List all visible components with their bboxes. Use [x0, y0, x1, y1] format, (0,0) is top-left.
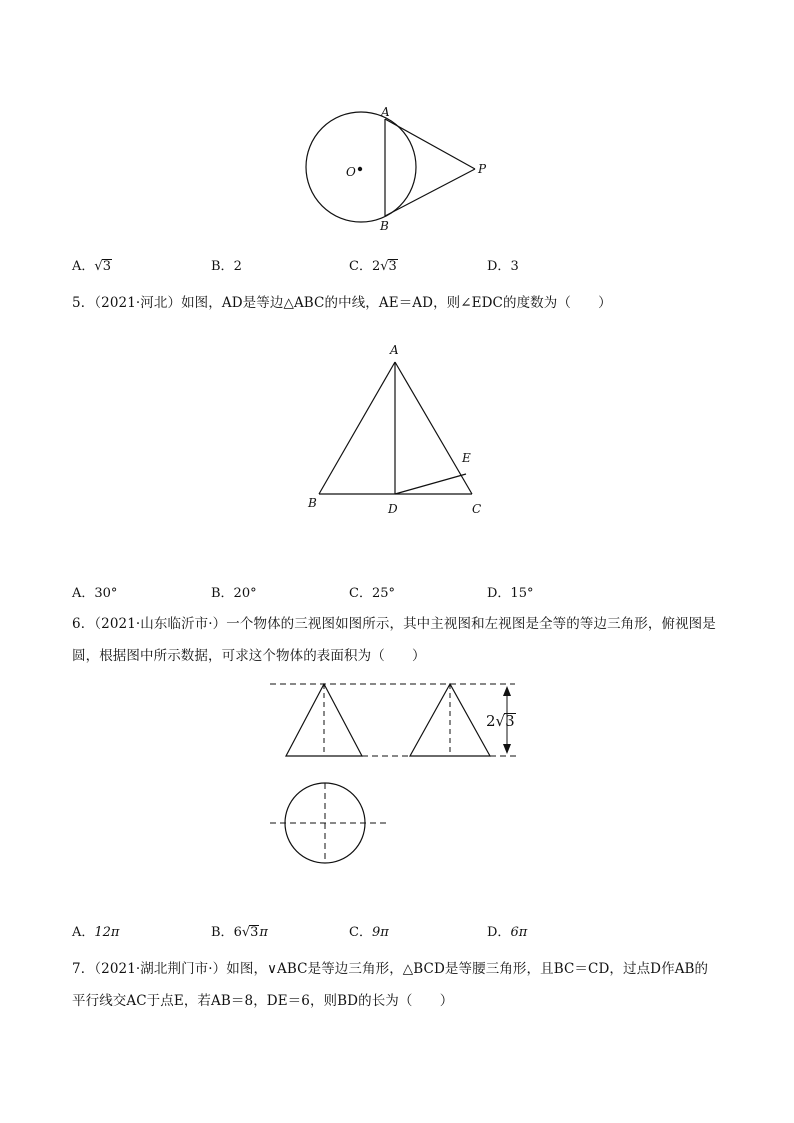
q5-option-b: B．20° — [211, 586, 257, 601]
q7-stem-line1: 7．（2021·湖北荆门市·）如图，∨ABC是等边三角形，△BCD是等腰三角形，且BC＝CD，过点D作AB的 — [72, 961, 709, 977]
label-a: A — [381, 105, 390, 119]
q4-option-a — [72, 255, 112, 274]
q6-option-b — [211, 921, 268, 940]
label-a2: A — [390, 343, 399, 357]
dimension-radicand: 3 — [505, 712, 515, 730]
side-ac — [395, 362, 472, 494]
tangent-pb — [385, 169, 475, 216]
option-value: 9π — [371, 925, 389, 940]
option-label: C． — [349, 259, 372, 274]
q6-stem-line1: 6．（2021·山东临沂市·）一个物体的三视图如图所示，其中主视图和左视图是全等的等边三角形，俯视图是 — [72, 616, 716, 632]
option-value: 3 — [510, 259, 519, 274]
option-label: C． — [349, 925, 372, 940]
q6-stem-line2: 圆，根据图中所示数据，可求这个物体的表面积为（ ） — [72, 648, 426, 664]
option-suffix: π — [259, 925, 268, 940]
sqrt-sign: √ — [495, 712, 506, 730]
q6-option-c — [349, 921, 389, 940]
option-value: 2 — [233, 259, 242, 274]
q6-option-d — [487, 921, 527, 940]
label-o: O — [346, 165, 356, 179]
segment-de — [395, 474, 466, 494]
option-label: D． — [487, 925, 511, 940]
q4-option-d — [487, 255, 519, 274]
dimension-coef: 2 — [486, 712, 496, 730]
q5-option-d: D．15° — [487, 586, 534, 601]
option-label: D． — [487, 259, 511, 274]
option-label: A． — [72, 259, 95, 274]
option-radicand: 3 — [102, 259, 111, 274]
sqrt-sign: √ — [241, 925, 251, 940]
q6-option-a — [72, 921, 119, 940]
circle-o — [306, 112, 416, 222]
label-c2: C — [472, 502, 482, 516]
option-label: B． — [211, 259, 234, 274]
sqrt-sign: √ — [380, 259, 389, 274]
arrow-up — [503, 686, 511, 696]
option-radicand: 3 — [388, 259, 397, 274]
option-value: 12π — [94, 925, 120, 940]
option-coef: 2 — [371, 259, 381, 274]
option-value: 6π — [510, 925, 528, 940]
q4-option-b — [211, 255, 242, 274]
option-label: A． — [72, 925, 95, 940]
option-label: B． — [211, 925, 234, 940]
option-radicand: 3 — [250, 925, 259, 940]
q4-option-c — [349, 255, 398, 274]
q5-stem: 5．（2021·河北）如图，AD是等边△ABC的中线，AE＝AD，则∠EDC的度数为（ ） — [72, 295, 612, 311]
label-p: P — [478, 162, 487, 176]
side-ab — [319, 362, 395, 494]
sqrt-sign: √ — [94, 259, 103, 274]
q5-option-c: C．25° — [349, 586, 395, 601]
label-b2: B — [308, 496, 317, 510]
tangent-pa — [385, 119, 475, 169]
option-coef: 6 — [233, 925, 242, 940]
center-point-o — [358, 167, 362, 171]
q7-stem-line2: 平行线交AC于点E，若AB＝8，DE＝6，则BD的长为（ ） — [72, 993, 454, 1009]
arrow-down — [503, 744, 511, 754]
q5-option-a: A．30° — [72, 586, 118, 601]
label-d2: D — [388, 502, 398, 516]
label-b: B — [380, 219, 389, 233]
label-e2: E — [462, 451, 471, 465]
dimension-label — [486, 712, 516, 730]
